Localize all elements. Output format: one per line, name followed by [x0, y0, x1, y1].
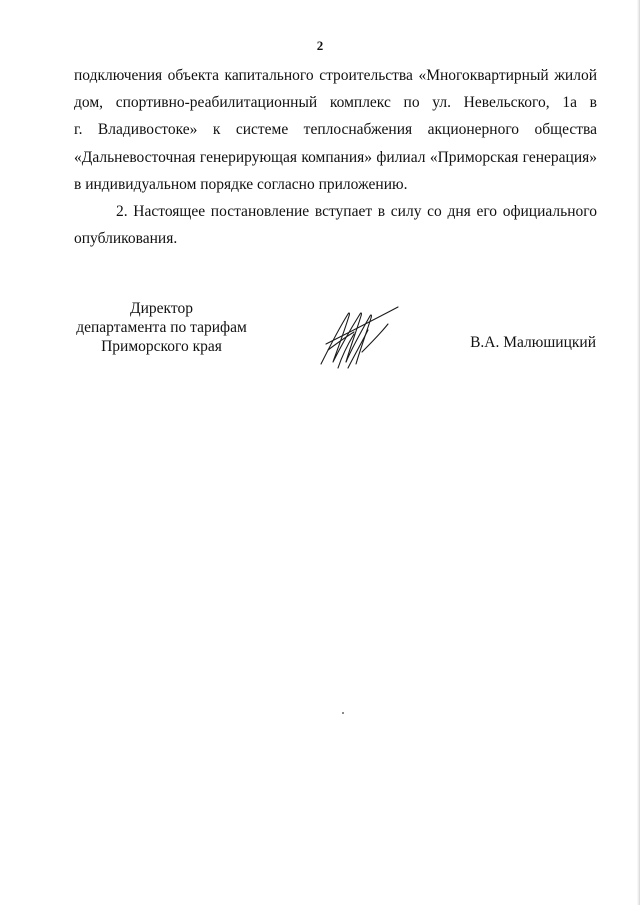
- text-line: подключения объекта капитального строительства «Многоквартирный жилой: [74, 67, 597, 84]
- text-line: в индивидуальном порядке согласно приложению.: [74, 175, 408, 193]
- text-line: дом, спортивно-реабилитационный комплекс по ул. Невельского, 1а в: [74, 94, 597, 112]
- signatory-title-line: департамента по тарифам: [76, 319, 247, 336]
- signatory-title: [74, 299, 249, 356]
- handwritten-signature-icon: [318, 304, 400, 370]
- paragraph-1: [74, 62, 597, 198]
- text-line: «Дальневосточная генерирующая компания» филиал «Приморская генерация»: [74, 148, 597, 166]
- page-number: 2: [316, 38, 324, 53]
- scan-speck: [342, 712, 344, 714]
- text-line: г. Владивостоке» к системе теплоснабжения акционерного общества: [74, 121, 597, 139]
- document-body: [74, 62, 597, 252]
- text-line: 2. Настоящее постановление вступает в силу со дня его официального: [116, 203, 597, 221]
- text-line: опубликования.: [74, 230, 178, 248]
- signatory-name: В.А. Малюшицкий: [470, 334, 596, 351]
- paragraph-2: [74, 198, 597, 252]
- signatory-title-line: Директор: [130, 300, 193, 317]
- signatory-title-line: Приморского края: [101, 338, 222, 355]
